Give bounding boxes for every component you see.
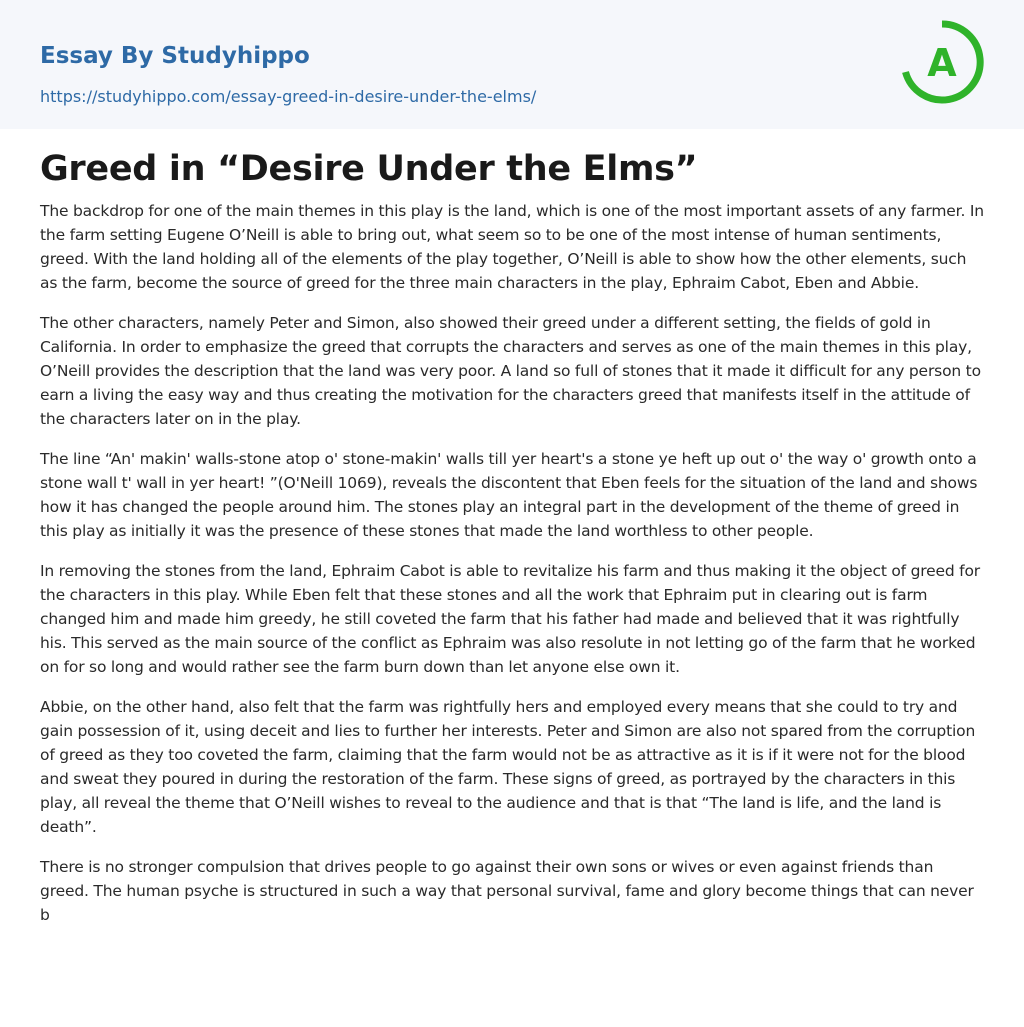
site-header	[0, 0, 1024, 129]
article-paragraph: There is no stronger compulsion that drives people to go against their own sons or wives or even against friends than greed. The human psyche is structured in such a way that personal survival, fame and glory become things that can never b	[40, 858, 974, 924]
essay-url-link[interactable]: https://studyhippo.com/essay-greed-in-desire-under-the-elms/	[40, 87, 537, 106]
logo-letter: A	[927, 41, 957, 85]
article-paragraph: The backdrop for one of the main themes in this play is the land, which is one of the most important assets of any farmer. In the farm setting Eugene O’Neill is able to bring out, what seem so to be one of the most intense of human sentiments, greed. With the land holding all of the elements of the play together, O’Neill is able to show how the other elements, such as the farm, become the source of greed for the three main characters in the play, Ephraim Cabot, Eben and Abbie.	[40, 202, 984, 292]
article	[0, 129, 1024, 927]
article-title: Greed in “Desire Under the Elms”	[40, 149, 698, 189]
article-paragraph: Abbie, on the other hand, also felt that the farm was rightfully hers and employed every means that she could to try and gain possession of it, using deceit and lies to further her interests. Peter and Simon are also not spared from the corruption of greed as they too coveted the farm, claiming that the farm would not be as attractive as it is if it were not for the blood and sweat they poured in during the restoration of the farm. These signs of greed, as portrayed by the characters in this play, all reveal the theme that O’Neill wishes to reveal to the audience and that is that “The land is life, and the land is death”.	[40, 698, 976, 836]
article-paragraph: In removing the stones from the land, Ephraim Cabot is able to revitalize his farm and thus making it the object of greed for the characters in this play. While Eben felt that these stones and all the work that Ephraim put in clearing out is farm changed him and made him greedy, he still coveted the farm that his father had made and believed that it was rightfully his. This served as the main source of the conflict as Ephraim was also resolute in not letting go of the farm that he worked on for so long and would rather see the farm burn down than let anyone else own it.	[40, 562, 981, 676]
site-brand[interactable]: Essay By Studyhippo	[40, 43, 310, 69]
article-paragraph: The other characters, namely Peter and Simon, also showed their greed under a different setting, the fields of gold in California. In order to emphasize the greed that corrupts the characters and serves as one of the main themes in this play, O’Neill provides the description that the land was very poor. A land so full of stones that it made it difficult for any person to earn a living the easy way and thus creating the motivation for the characters greed that manifests itself in the attitude of the characters later on in the play.	[40, 314, 981, 428]
article-paragraph: The line “An' makin' walls-stone atop o' stone-makin' walls till yer heart's a stone ye heft up out o' the way o' growth onto a stone wall t' wall in yer heart! ”(O'Neill 1069), reveals the discontent that Eben feels for the situation of the land and shows how it has changed the people around him. The stones play an integral part in the development of the theme of greed in this play as initially it was the presence of these stones that made the land worthless to other people.	[40, 450, 978, 540]
studyhippo-logo-icon[interactable]	[900, 20, 984, 104]
